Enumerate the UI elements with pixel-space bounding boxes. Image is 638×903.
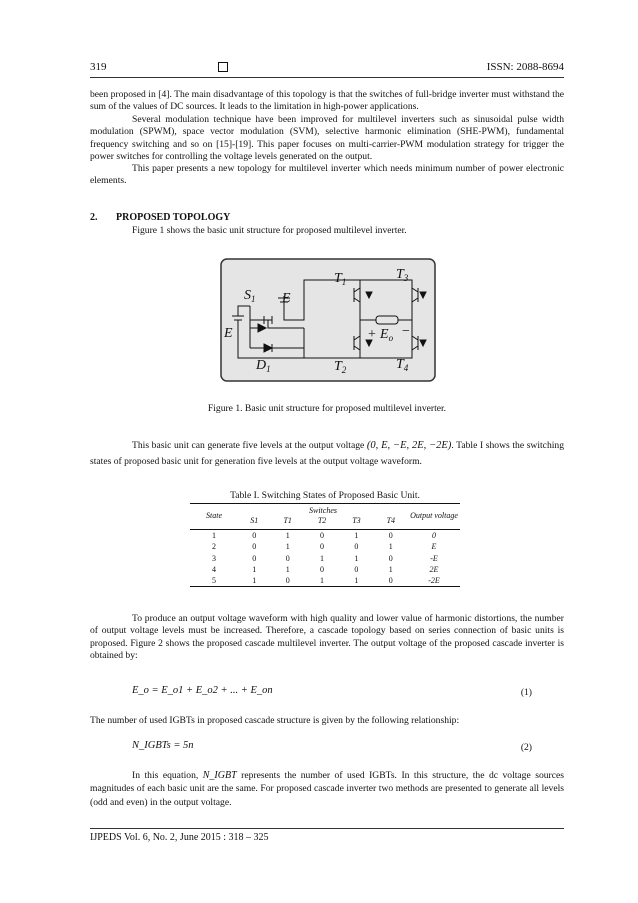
cell: 0	[320, 531, 325, 541]
header-state: State	[206, 511, 222, 521]
table-row	[190, 564, 460, 575]
paragraph-6: To produce an output voltage waveform with high quality and lower value of harmonic distortions, the number of output voltage levels must be increased. Therefore, a cascade topology based on series connection of basic units is proposed. Figure 2 shows the proposed cascade multilevel inverter. The output voltage of the proposed cascade inverter is obtained by:	[90, 613, 564, 662]
paragraph-4: Figure 1 shows the basic unit structure for proposed multilevel inverter.	[132, 225, 407, 236]
equation-2: N_IGBTs = 5n	[132, 740, 194, 751]
figure-1-caption: Figure 1. Basic unit structure for proposed multilevel inverter.	[207, 403, 447, 414]
label-t3: T	[396, 267, 404, 282]
cell: -E	[430, 553, 438, 563]
col-t3: T3	[352, 516, 361, 526]
label-t2: T	[334, 359, 342, 374]
paragraph-7: The number of used IGBTs in proposed cascade structure is given by the following relationship:	[90, 715, 460, 726]
cell: 0	[285, 553, 290, 563]
inline-math-nigbt: N_IGBT	[202, 770, 237, 781]
cell: 1	[388, 564, 393, 574]
svg-text:D1: $D_1$	[256, 358, 271, 374]
cell: 1	[252, 564, 257, 574]
label-plus: +	[368, 327, 376, 342]
cell: 1	[354, 531, 359, 541]
table-row	[190, 553, 460, 564]
cell: -2E	[428, 576, 440, 586]
table-row	[190, 530, 460, 542]
col-t2: T2	[317, 516, 327, 526]
cell: 4	[212, 564, 216, 574]
svg-text:T4: $T_4$	[396, 357, 409, 373]
label-e-left: E	[224, 326, 233, 341]
paragraph-8-text-b: represents the number of used IGBTs. In this structure, the dc voltage sources magnitudes of each basic unit are the same. For proposed cascade inverter two methods are presented to generate all levels (odd and even) in the output voltage.	[90, 770, 564, 808]
cell: 1	[388, 542, 393, 552]
label-eo: E	[380, 327, 389, 342]
cell: 1	[212, 531, 216, 541]
header-output: Output voltage	[410, 510, 458, 520]
paragraph-5-text-a: This basic unit can generate five levels at the output voltage	[132, 440, 365, 451]
label-t4: T	[396, 357, 404, 372]
paragraph-8	[90, 769, 564, 809]
cell: 0	[388, 576, 393, 586]
cell: 0	[252, 553, 257, 563]
cell: 0	[285, 576, 290, 586]
svg-text:T1: $T_1$	[334, 271, 347, 287]
footer-rule	[90, 828, 564, 829]
label-minus: −	[402, 324, 410, 339]
issn-label: ISSN: 2088-8694	[486, 61, 564, 73]
table-row	[190, 575, 460, 587]
cell: 1	[285, 564, 290, 574]
cell: 0	[320, 542, 325, 552]
inline-math-levels: (0, E, −E, 2E, −2E)	[366, 440, 452, 451]
label-t1: T	[334, 271, 342, 286]
label-e-top: E	[282, 291, 291, 306]
cell: 2E	[429, 564, 439, 574]
cell: 1	[320, 576, 325, 586]
equation-2-number: (2)	[520, 742, 532, 753]
cell: 0	[252, 542, 257, 552]
checkbox-square-icon	[218, 62, 228, 72]
table-switching-states	[190, 505, 460, 587]
table-row	[190, 541, 460, 552]
cell: 0	[252, 531, 257, 541]
page-header	[90, 61, 564, 77]
cell: 1	[285, 531, 290, 541]
svg-text:T3: $T_3$	[396, 267, 409, 283]
label-s1: S	[244, 288, 251, 303]
equation-1: E_o = E_o1 + E_o2 + ... + E_on	[132, 685, 273, 696]
cell: E	[431, 542, 437, 552]
col-t1: T1	[283, 516, 292, 526]
header-switches: Switches	[309, 505, 337, 515]
paragraph-2: Several modulation technique have been improved for multilevel inverters such as sinusoidal pulse width modulation (SPWM), space vector modulation (SVM), selective harmonic elimination (SHE-PWM), fundamental frequency switching and so on [15]-[19]. This paper focuses on multi-carrier-PWM modulation strategy for trigger the power switches for controlling the voltage levels generated on the output.	[90, 114, 564, 163]
section-number: 2.	[90, 212, 98, 223]
footer-citation: IJPEDS Vol. 6, No. 2, June 2015 : 318 – 325	[90, 832, 269, 843]
page-number: 319	[90, 61, 107, 73]
cell: 0	[388, 531, 393, 541]
cell: 0	[388, 553, 393, 563]
cell: 1	[354, 553, 359, 563]
paragraph-8-text-a: In this equation,	[132, 770, 199, 781]
table-top-rule	[190, 503, 460, 504]
paragraph-5	[90, 438, 564, 470]
cell: 5	[212, 576, 216, 586]
paragraph-5-text-b: . Table I shows the switching states of proposed basic unit for generation five levels at the output voltage waveform.	[90, 440, 564, 467]
paragraph-3: This paper presents a new topology for multilevel inverter which needs minimum number of power electronic elements.	[90, 163, 564, 187]
svg-text:S1: $S_1$	[244, 288, 256, 304]
load-resistor	[376, 316, 398, 324]
cell: 1	[354, 576, 359, 586]
cell: 3	[212, 553, 216, 563]
cell: 0	[432, 531, 436, 541]
svg-text:T2: $T_2$	[334, 359, 347, 375]
cell: 1	[252, 576, 257, 586]
label-d1: D	[256, 358, 267, 373]
figure-1-circuit-diagram	[220, 258, 436, 382]
header-rule	[90, 77, 564, 78]
paragraph-1: been proposed in [4]. The main disadvantage of this topology is that the switches of full-bridge inverter must withstand the sum of the values of DC sources. It leads to the limitation in high-power applications.	[90, 89, 564, 113]
cell: 0	[320, 564, 325, 574]
cell: 0	[354, 542, 359, 552]
table-1-caption: Table I. Switching States of Proposed Basic Unit.	[230, 490, 420, 501]
section-heading	[90, 212, 230, 223]
cell: 1	[285, 542, 290, 552]
cell: 2	[212, 542, 216, 552]
cell: 1	[320, 553, 325, 563]
cell: 0	[354, 564, 359, 574]
col-t4: T4	[386, 516, 396, 526]
col-s1: S1	[250, 516, 259, 526]
svg-text:Eo: $E_o$	[380, 327, 394, 343]
equation-1-number: (1)	[520, 687, 532, 698]
section-title: PROPOSED TOPOLOGY	[116, 212, 231, 223]
